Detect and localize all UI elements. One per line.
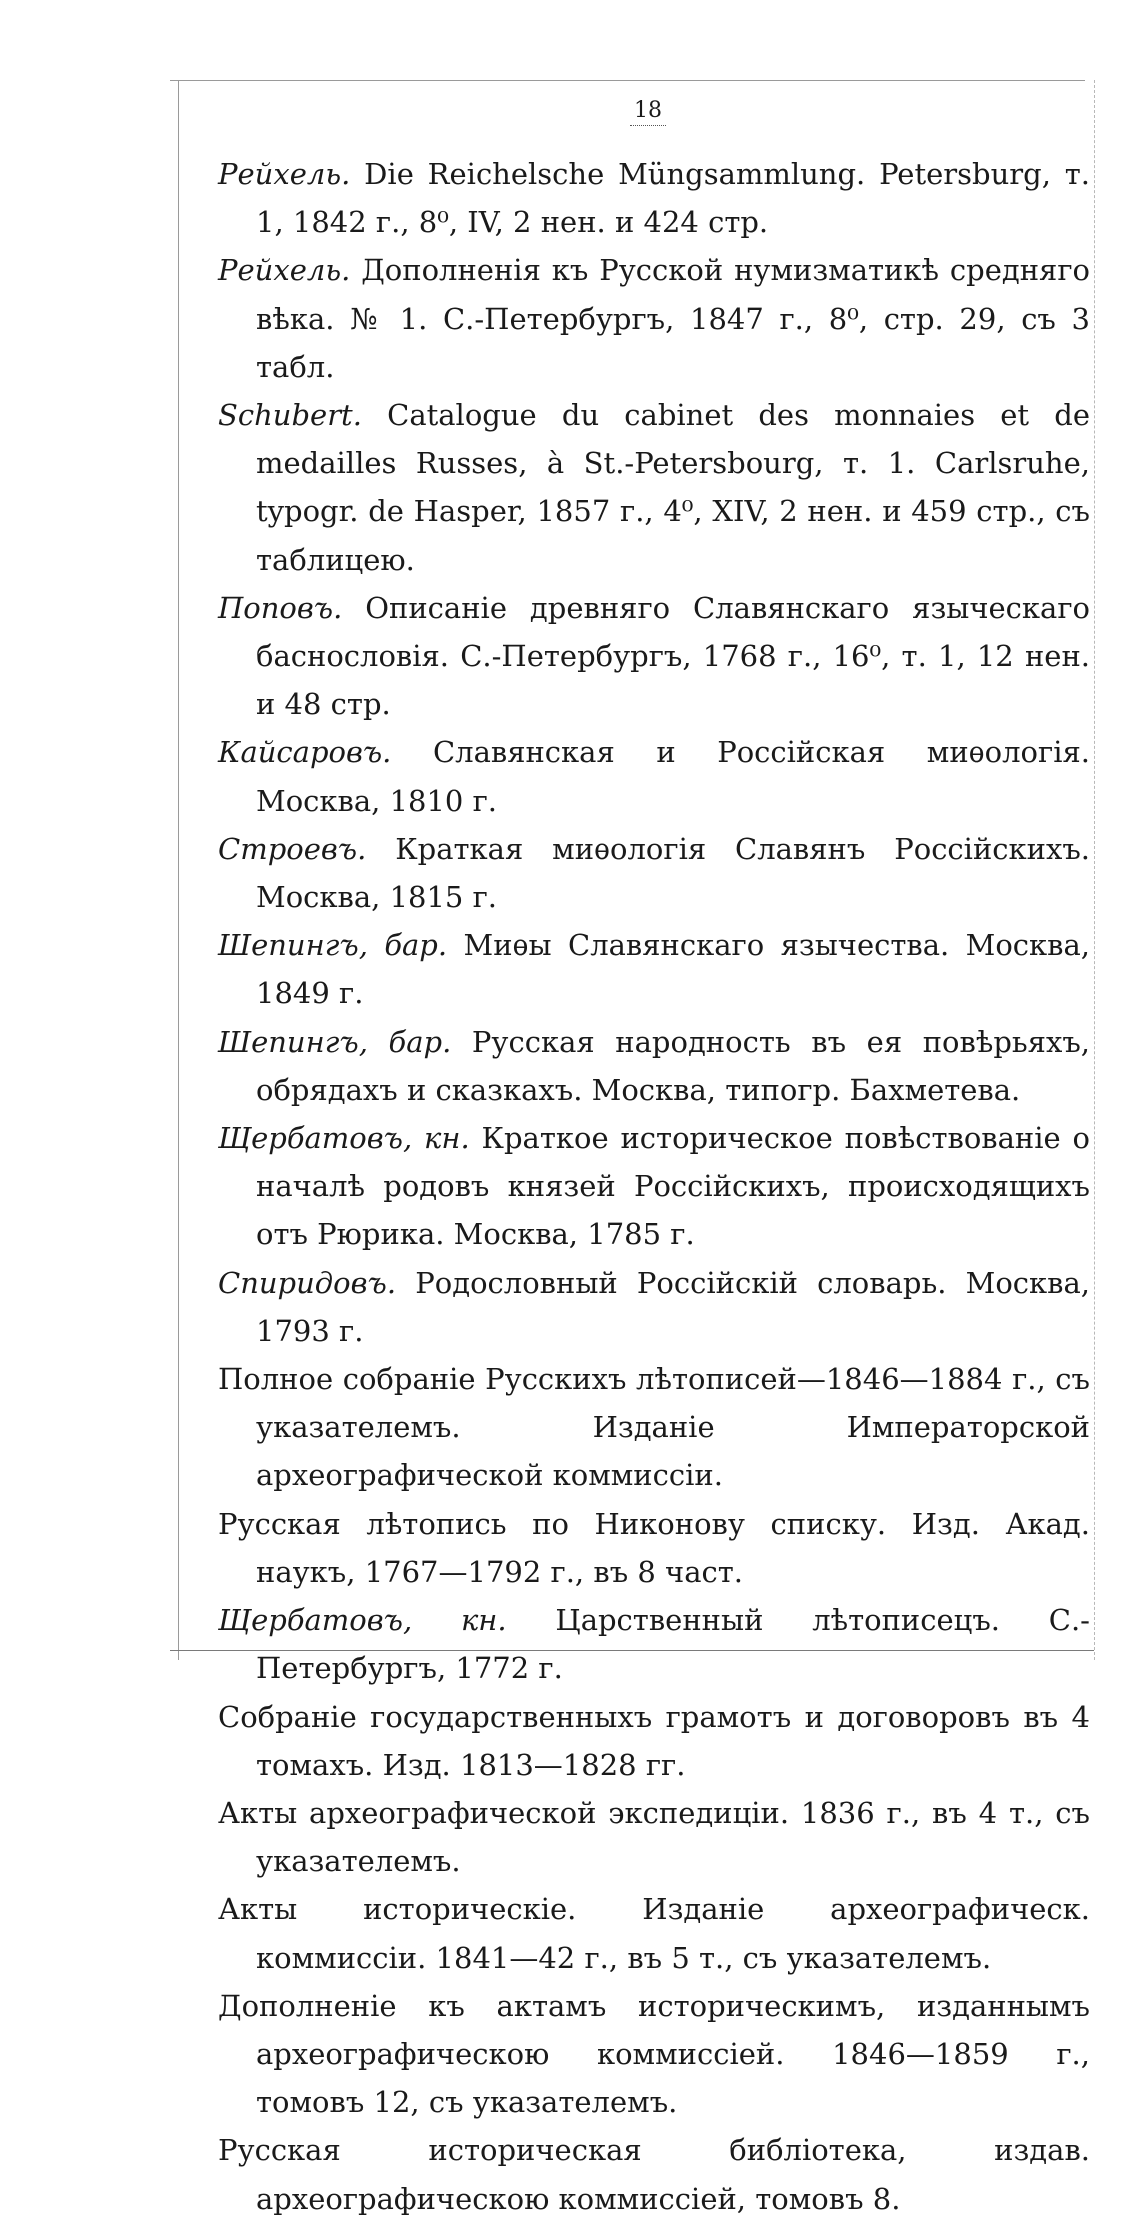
entry-text: Краткое историческое повѣствованіе о началѣ родовъ князей Россійскихъ, происходящихъ отъ Рюрика. Москва, 1785 г. [256, 1121, 1090, 1252]
entry-text: Полное собраніе Русскихъ лѣтописей—1846—1884 г., съ указателемъ. Изданіе Императорской археографической коммиссіи. [218, 1362, 1090, 1493]
page-frame-right [1094, 80, 1095, 1660]
bibliography-entry [218, 584, 1090, 729]
entry-text: Акты историческіе. Изданіе археографическ. коммиссіи. 1841—42 г., въ 5 т., съ указателемъ. [218, 1892, 1090, 1975]
entry-author: Щербатовъ, кн. [218, 1121, 470, 1156]
bibliography-entry [218, 1500, 1090, 1596]
entry-author: Шепингъ, бар. [218, 1024, 452, 1059]
bibliography-entry [218, 728, 1090, 824]
bibliography-entry [218, 1114, 1090, 1259]
entry-author: Шепингъ, бар. [218, 928, 448, 963]
entry-author: Щербатовъ, кн. [218, 1603, 507, 1638]
entry-text: Родословный Россійскій словарь. Москва, 1793 г. [256, 1265, 1090, 1348]
bibliography-entry [218, 1018, 1090, 1114]
entry-author: Рейхель. [218, 157, 351, 191]
entry-text: Акты археографической экспедиціи. 1836 г., въ 4 т., съ указателемъ. [218, 1795, 1090, 1879]
bibliography-entry [218, 246, 1090, 391]
page-frame-left [178, 80, 179, 1660]
entry-text: Русская историческая библіотека, издав. археографическою коммиссіей, томовъ 8. [218, 2133, 1090, 2216]
entry-text: Дополненія къ Русской нумизматикѣ средняго вѣка. № 1. С.-Петербургъ, 1847 г., 8⁰, стр. 29, съ 3 табл. [256, 253, 1090, 384]
page-number: 18 [630, 98, 666, 126]
bibliography-entry [218, 1789, 1090, 1885]
entry-text: Царственный лѣтописецъ. С.-Петербургъ, 1772 г. [256, 1603, 1090, 1686]
entry-text: Die Reichelsche Müngsammlung. Petersburg, т. 1, 1842 г., 8⁰, IV, 2 нен. и 424 стр. [256, 157, 1090, 240]
bibliography-entry [218, 1596, 1090, 1692]
bibliography-entry [218, 825, 1090, 921]
entry-text: Описаніе древняго Славянскаго языческаго баснословія. С.-Петербургъ, 1768 г., 16⁰, т. 1, 12 нен. и 48 стр. [256, 590, 1090, 722]
bibliography-entry [218, 150, 1090, 246]
entry-text: Русская народность въ ея повѣрьяхъ, обрядахъ и сказкахъ. Москва, типогр. Бахметева. [256, 1024, 1091, 1107]
entry-author: Кайсаровъ. [218, 735, 392, 770]
entry-author: Строевъ. [218, 831, 367, 866]
entry-text: Дополненіе къ актамъ историческимъ, изданнымъ археографическою коммиссіей. 1846—1859 г., томовъ 12, съ указателемъ. [218, 1988, 1090, 2120]
entry-text: Catalogue du cabinet des monnaies et de medailles Russes, à St.-Petersbourg, т. 1. Carlsruhe, typogr. de Hasper, 1857 г., 4⁰, XIV, 2 нен. и 459 стр., съ таблицею. [256, 398, 1090, 577]
entry-text: Краткая миѳологія Славянъ Россійскихъ. Москва, 1815 г. [256, 831, 1090, 915]
entry-text: Собраніе государственныхъ грамотъ и договоровъ въ 4 томахъ. Изд. 1813—1828 гг. [218, 1699, 1090, 1782]
bibliography-entry [218, 1982, 1090, 2127]
bibliography-entry [218, 391, 1090, 584]
entry-author: Schubert. [218, 398, 362, 433]
bibliography-list [218, 150, 1090, 2223]
entry-text: Славянская и Россійская миѳологія. Москва, 1810 г. [256, 735, 1090, 818]
bibliography-entry [218, 921, 1090, 1017]
entry-text: Миѳы Славянскаго язычества. Москва, 1849 г. [256, 928, 1090, 1011]
bibliography-entry [218, 1259, 1090, 1355]
bibliography-entry [218, 1885, 1090, 1981]
entry-author: Рейхель. [218, 253, 351, 288]
bibliography-entry [218, 1355, 1090, 1500]
page-frame-top [170, 80, 1085, 81]
entry-author: Спиридовъ. [218, 1265, 397, 1300]
entry-author: Поповъ. [218, 590, 343, 625]
bibliography-entry [218, 1693, 1090, 1789]
entry-text: Русская лѣтопись по Никонову списку. Изд. Акад. наукъ, 1767—1792 г., въ 8 част. [218, 1506, 1090, 1589]
bibliography-entry [218, 2126, 1090, 2222]
